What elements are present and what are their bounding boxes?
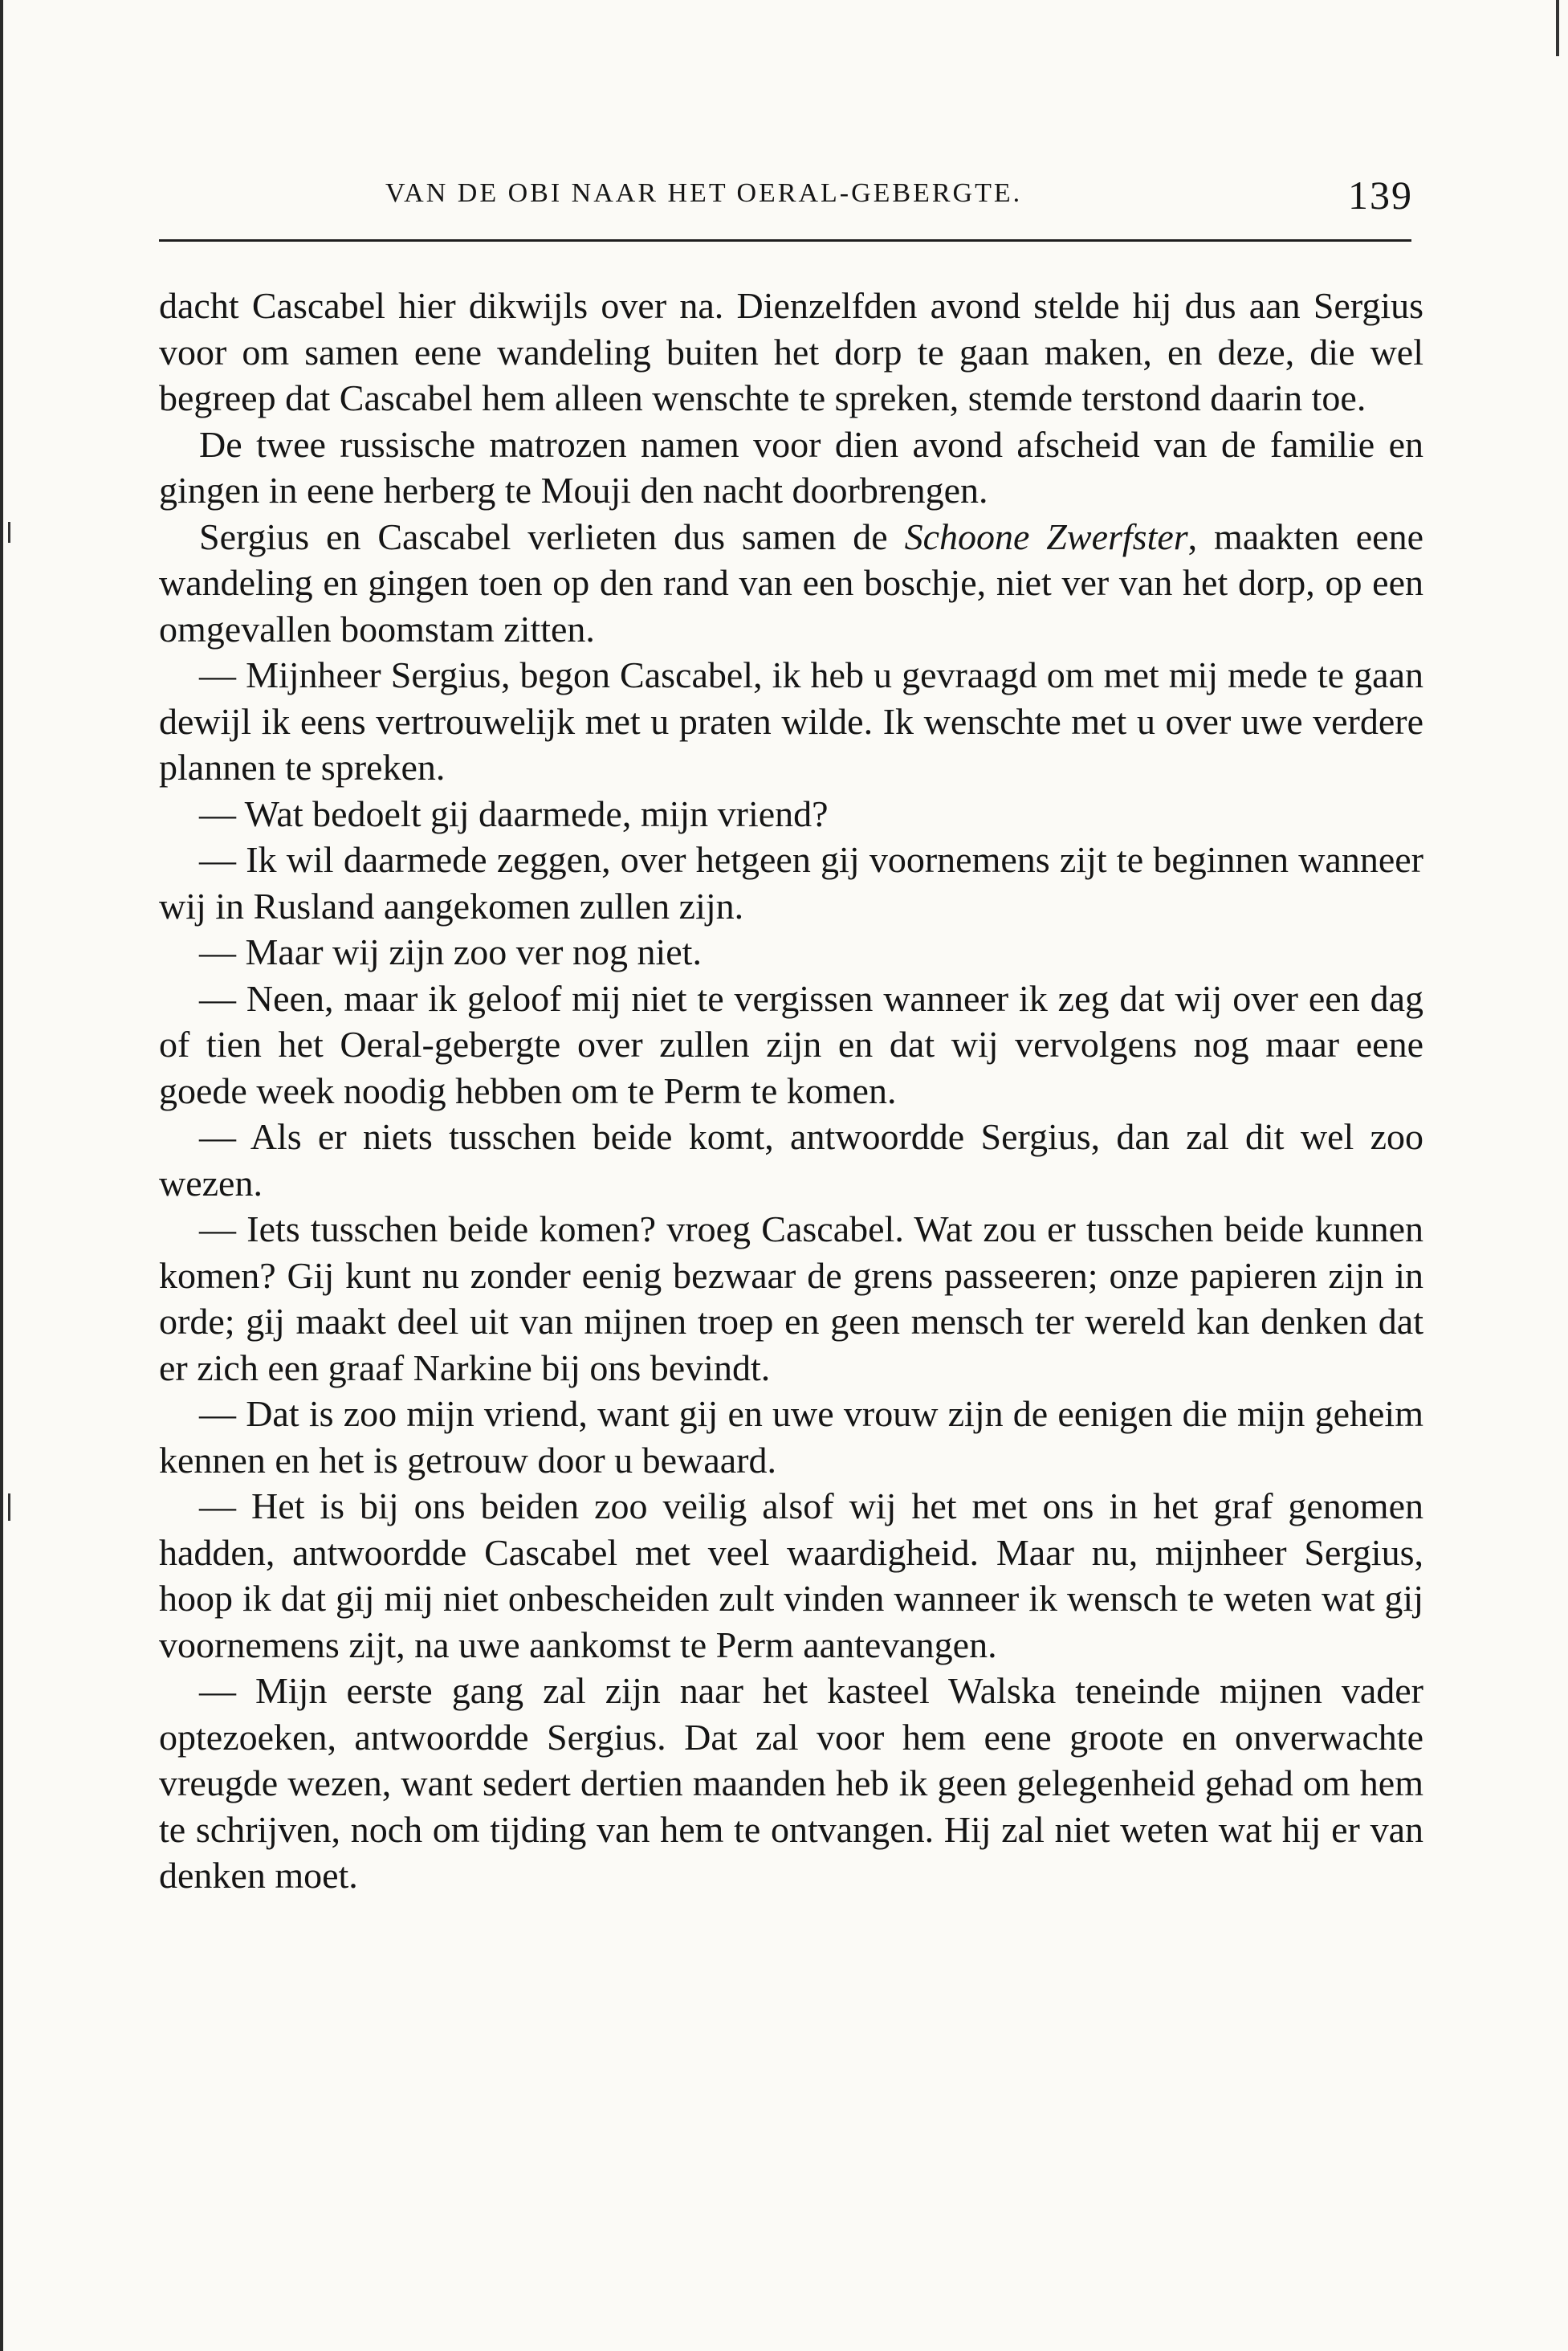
paragraph-11: — Dat is zoo mijn vriend, want gij en uwe vrouw zijn de eenigen die mijn geheim kennen en het is getrouw door u bewaard. (159, 1393, 1423, 1481)
paragraph-1: dacht Cascabel hier dikwijls over na. Dienzelfden avond stelde hij dus aan Sergius voor om samen eene wandeling buiten het dorp te gaan maken, en deze, die wel begreep dat Cascabel hem alleen wenschte te spreken, stemde terstond daarin toe. (159, 285, 1423, 418)
paragraph-13: — Mijn eerste gang zal zijn naar het kasteel Walska teneinde mijnen vader optezoeken, antwoordde Sergius. Dat zal voor hem eene groote en onverwachte vreugde wezen, want sedert dertien maanden heb ik geen gelegenheid gehad om hem te schrijven, noch om tijding van hem te ontvangen. Hij zal niet weten wat hij er van denken moet. (159, 1670, 1423, 1896)
paragraph-12: — Het is bij ons beiden zoo veilig alsof wij het met ons in het graf genomen hadden, antwoordde Cascabel met veel waardigheid. Maar nu, mijnheer Sergius, hoop ik dat gij mij niet onbescheiden zult vinden wanneer ik wensch te weten wat gij voornemens zijt, na uwe aankomst te Perm aantevangen. (159, 1485, 1423, 1665)
paragraph-10: — Iets tusschen beide komen? vroeg Cascabel. Wat zou er tusschen beide kunnen komen? Gij kunt nu zonder eenig bezwaar de grens passeeren; onze papieren zijn in orde; gij maakt deel uit van mijnen troep en geen mensch ter wereld kan denken dat er zich een graaf Narkine bij ons bevindt. (159, 1208, 1423, 1388)
scan-left-edge (0, 0, 3, 2351)
running-title: VAN DE OBI NAAR HET OERAL-GEBERGTE. (385, 178, 1023, 208)
paragraph-6: — Ik wil daarmede zeggen, over hetgeen gij voornemens zijt te beginnen wanneer wij in Rusland aangekomen zullen zijn. (159, 839, 1423, 927)
paragraph-3-before: Sergius en Cascabel verlieten dus samen de (199, 515, 905, 557)
paragraph-9: — Als er niets tusschen beide komt, antwoordde Sergius, dan zal dit wel zoo wezen. (159, 1116, 1423, 1204)
paragraph-3 (159, 514, 1423, 653)
paragraph-5: — Wat bedoelt gij daarmede, mijn vriend? (199, 792, 829, 834)
header-rule (159, 239, 1411, 242)
body-text (159, 283, 1423, 1899)
paragraph-2: De twee russische matrozen namen voor dien avond afscheid van de familie en gingen in eene herberg te Mouji den nacht doorbrengen. (159, 423, 1423, 511)
paragraph-3-after: , maakten eene wandeling en gingen toen op den rand van een boschje, niet ver van het dorp, op een omgevallen boomstam zitten. (159, 515, 1424, 650)
scan-mark-left-1 (8, 522, 10, 543)
ship-name: Schoone Zwerfster (904, 515, 1188, 557)
page-number: 139 (1348, 173, 1413, 218)
paragraph-4: — Mijnheer Sergius, begon Cascabel, ik heb u gevraagd om met mij mede te gaan dewijl ik eens vertrouwelijk met u praten wilde. Ik wenschte met u over uwe verdere plannen te spreken. (159, 654, 1423, 788)
scan-mark-top-right (1556, 0, 1559, 56)
paragraph-8: — Neen, maar ik geloof mij niet te vergissen wanneer ik zeg dat wij over een dag of tien het Oeral-gebergte over zullen zijn en dat wij vervolgens nog maar eene goede week noodig hebben om te Perm te komen. (159, 977, 1423, 1111)
running-head (161, 170, 1413, 218)
paragraph-7: — Maar wij zijn zoo ver nog niet. (199, 931, 702, 972)
scan-mark-left-2 (8, 1493, 10, 1521)
